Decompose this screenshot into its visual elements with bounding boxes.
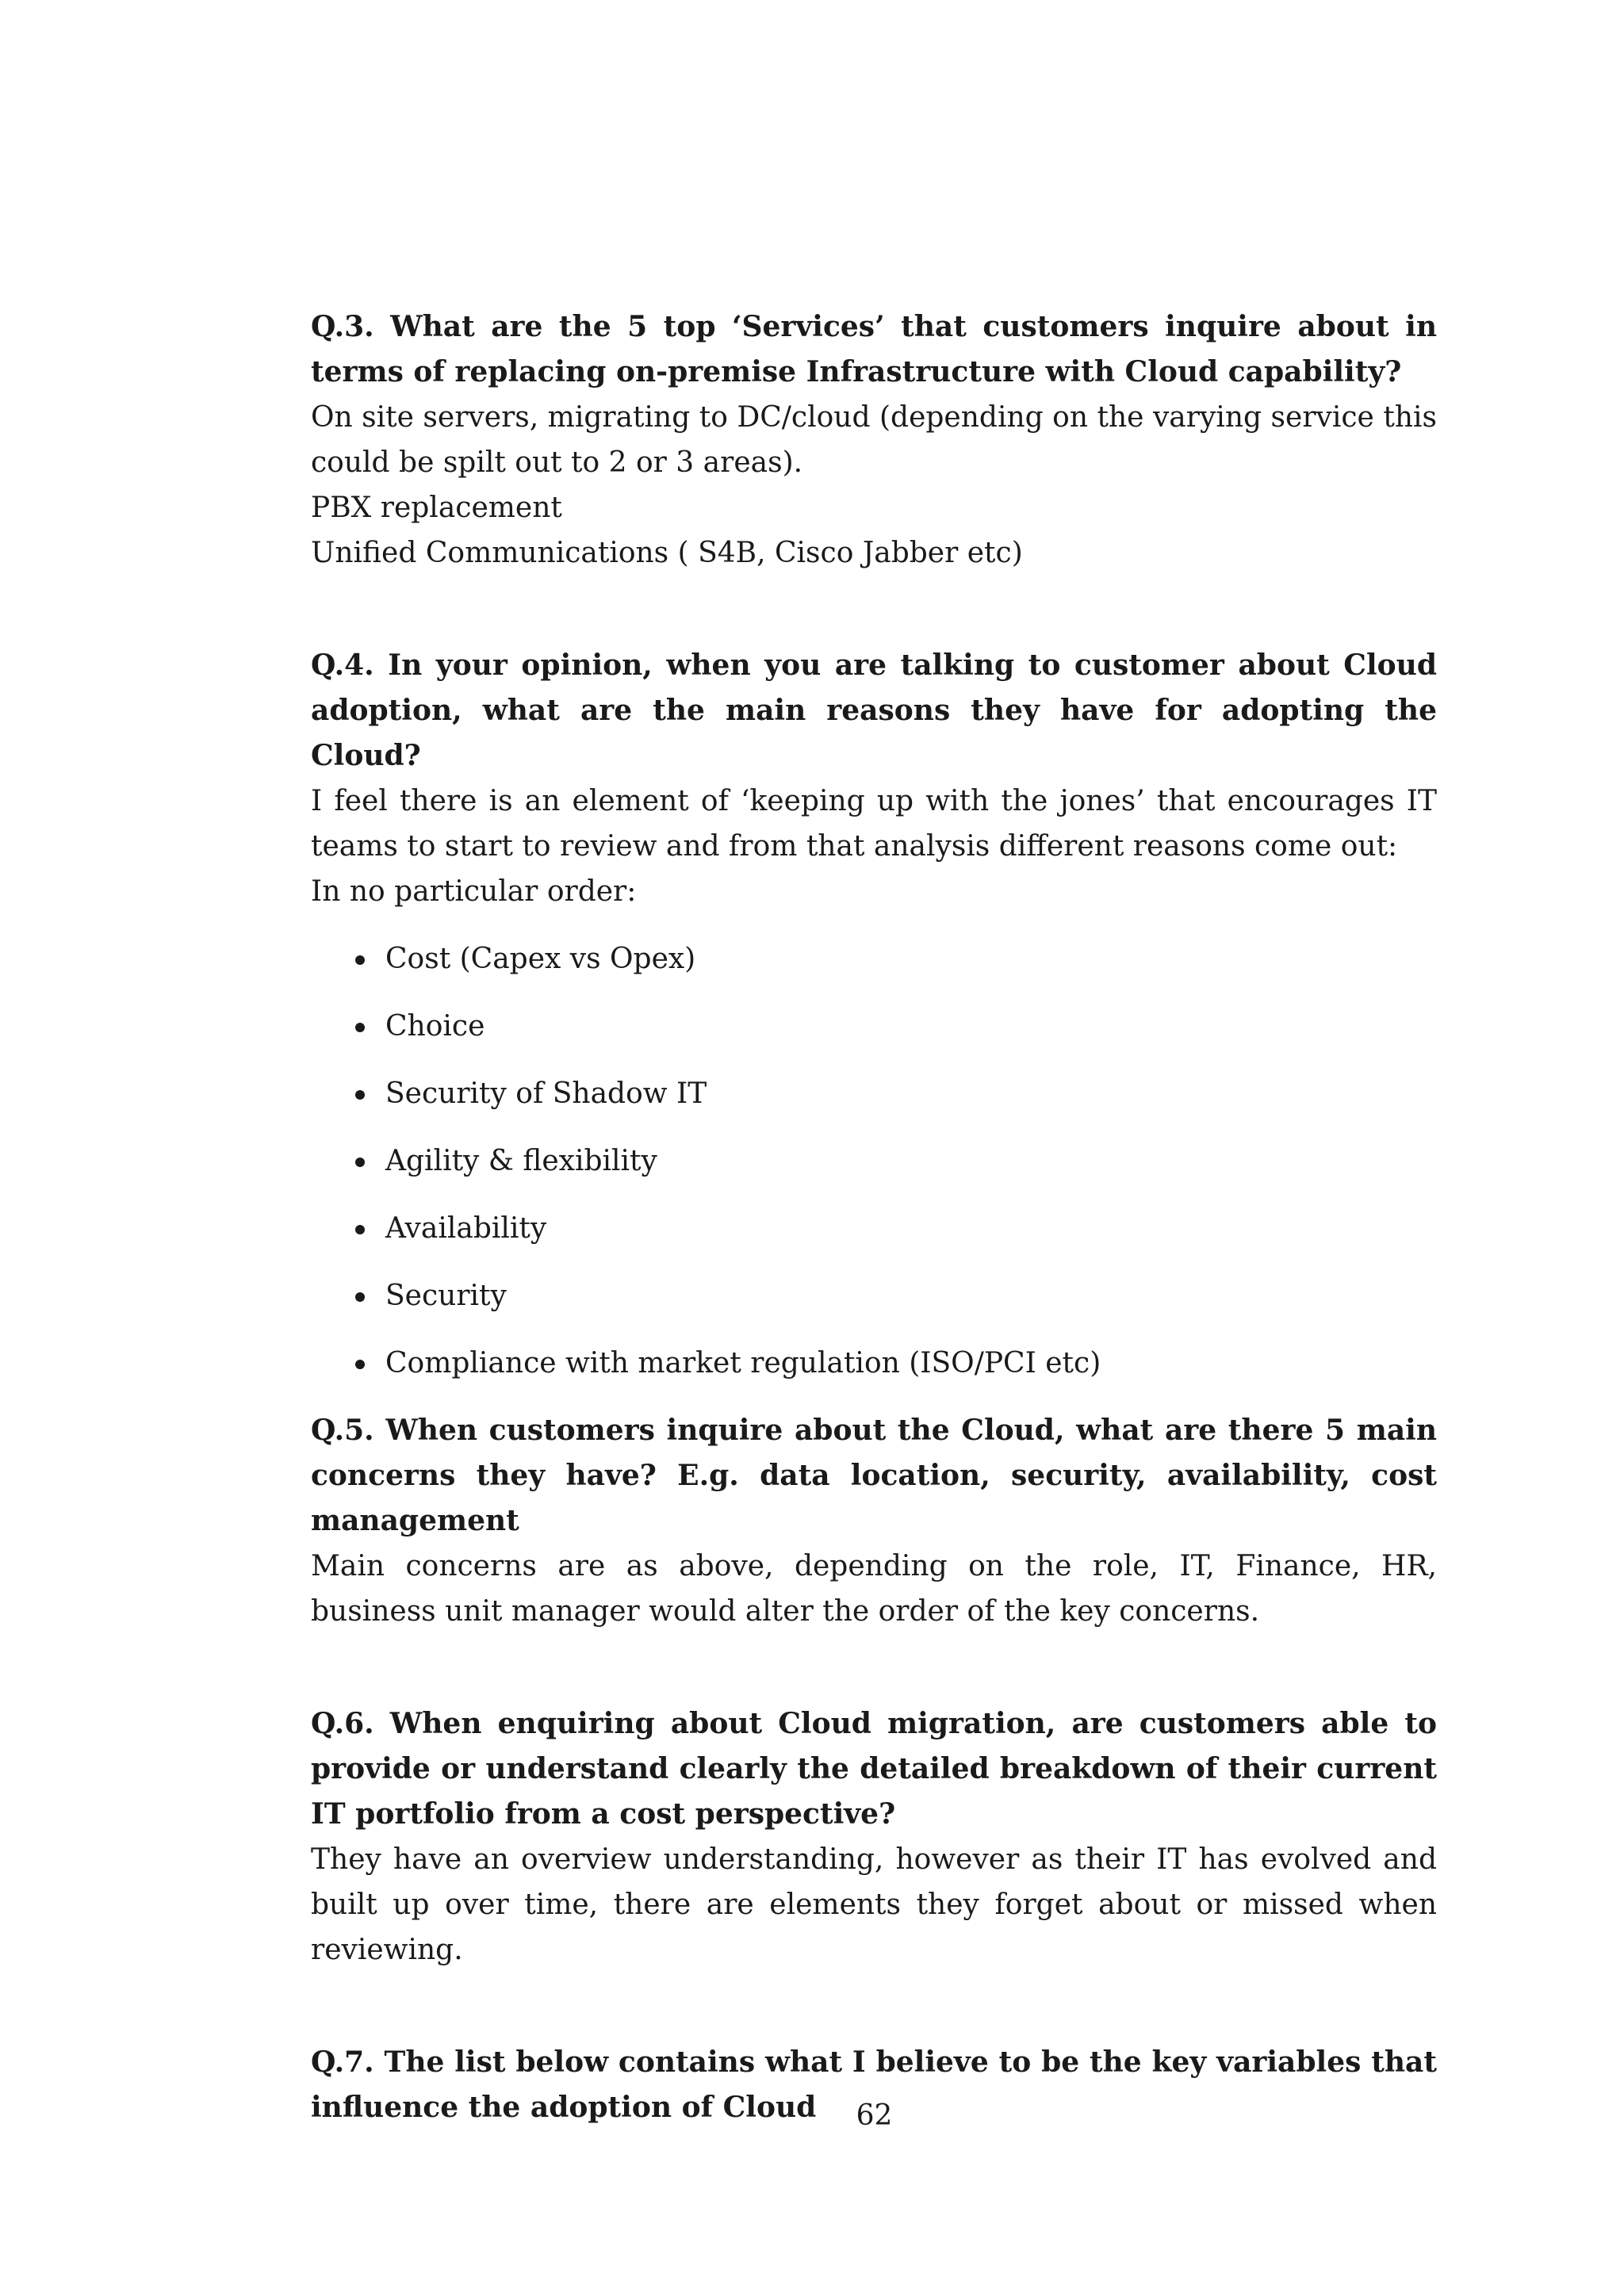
- list-item: [311, 1071, 1437, 1116]
- question-section-q5: [311, 1408, 1437, 1634]
- question-heading: Q.6. When enquiring about Cloud migration, are customers able to provide or understand clearly the detailed breakdown of their current IT portfolio from a cost perspective?: [311, 1707, 1437, 1831]
- list-item-text: Security: [385, 1280, 507, 1312]
- list-item: [311, 936, 1437, 982]
- list-item: [311, 1341, 1437, 1386]
- answer-text: Main concerns are as above, depending on the role, IT, Finance, HR, business unit manager would alter the order of the key concerns.: [311, 1550, 1437, 1628]
- question-section-q4: [311, 643, 1437, 1386]
- question-heading: Q.4. In your opinion, when you are talking to customer about Cloud adoption, what are the main reasons they have for adopting the Cloud?: [311, 649, 1437, 772]
- question-section-q3: [311, 304, 1437, 576]
- question-heading: Q.7. The list below contains what I believe to be the key variables that influence the adoption of Cloud: [311, 2045, 1437, 2124]
- document-body: [311, 304, 1437, 2130]
- list-item-text: Agility & flexibility: [385, 1145, 657, 1177]
- question-heading: Q.3. What are the 5 top ‘Services’ that customers inquire about in terms of replacing on-premise Infrastructure with Cloud capability?: [311, 310, 1437, 388]
- list-item-text: Compliance with market regulation (ISO/PCI etc): [385, 1347, 1101, 1380]
- question-section-q6: [311, 1701, 1437, 1973]
- list-item: [311, 1138, 1437, 1184]
- bullet-icon: [355, 1090, 365, 1100]
- question-heading: Q.5. When customers inquire about the Cloud, what are there 5 main concerns they have? E.g. data location, security, availability, cost management: [311, 1414, 1437, 1537]
- list-item-text: Cost (Capex vs Opex): [385, 943, 696, 975]
- bullet-icon: [355, 955, 365, 965]
- list-item: [311, 1206, 1437, 1251]
- answer-text: I feel there is an element of ‘keeping up with the jones’ that encourages IT teams to start to review and from that analysis different reasons come out:: [311, 785, 1437, 863]
- answer-text: On site servers, migrating to DC/cloud (depending on the varying service this could be spilt out to 2 or 3 areas).: [311, 401, 1437, 479]
- bullet-icon: [355, 1158, 365, 1167]
- answer-text: PBX replacement: [311, 492, 562, 524]
- bullet-icon: [355, 1292, 365, 1302]
- bullet-icon: [355, 1023, 365, 1032]
- bullet-icon: [355, 1225, 365, 1234]
- bullet-icon: [355, 1360, 365, 1369]
- list-item: [311, 1004, 1437, 1049]
- answer-text: Unified Communications ( S4B, Cisco Jabber etc): [311, 537, 1023, 569]
- page-number: 62: [856, 2099, 893, 2132]
- list-item-text: Security of Shadow IT: [385, 1077, 707, 1110]
- list-item-text: Availability: [385, 1212, 547, 1245]
- answer-text: In no particular order:: [311, 875, 637, 908]
- reasons-list: [311, 936, 1437, 1386]
- answer-text: They have an overview understanding, however as their IT has evolved and built up over time, there are elements they forget about or missed when reviewing.: [311, 1843, 1437, 1966]
- list-item: [311, 1273, 1437, 1318]
- list-item-text: Choice: [385, 1010, 485, 1043]
